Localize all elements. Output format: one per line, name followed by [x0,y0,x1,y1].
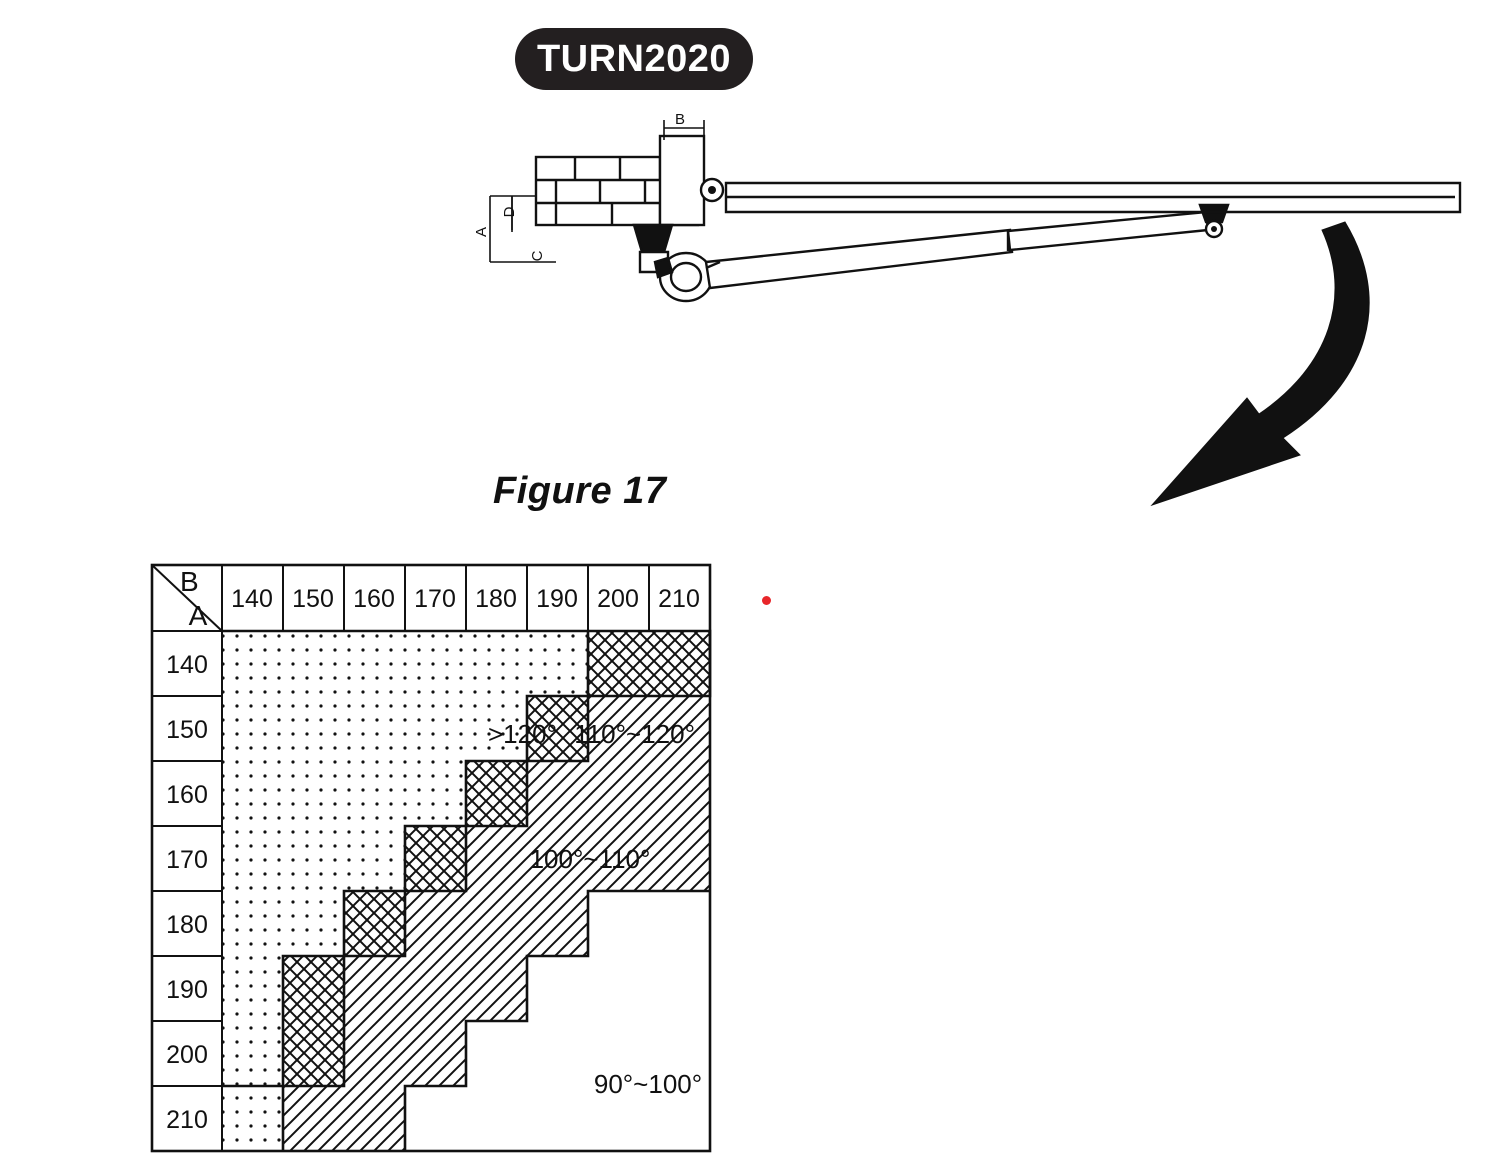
row-header: 140 [166,651,208,679]
axis-label-a: A [188,600,208,631]
red-dot-marker [762,596,771,605]
callout-d: D [501,206,518,218]
callout-b: B [674,111,686,128]
callout-c: C [529,250,546,262]
row-header: 180 [166,911,208,939]
figure-caption: Figure 17 [493,470,667,512]
zone-label-cross: 110°~120° [574,719,695,749]
row-header: 190 [166,976,208,1004]
col-header: 190 [536,585,578,613]
zone-label-blank: 90°~100° [593,1069,703,1099]
row-header: 170 [166,846,208,874]
col-header: 160 [353,585,395,613]
zone-label-diagonal: 100°~110° [529,844,651,874]
row-header: 160 [166,781,208,809]
axis-label-b: B [180,566,199,597]
col-header: 140 [231,585,273,613]
row-header: 150 [166,716,208,744]
angle-range-chart [150,563,740,1151]
zone-label-dotted: >120° [488,719,557,749]
drawing-geometry [536,136,1460,301]
callout-a: A [473,226,490,238]
curved-arrow-icon [1152,222,1369,505]
chart-svg [150,563,742,1153]
col-header: 210 [658,585,700,613]
col-header: 180 [475,585,517,613]
row-header: 200 [166,1041,208,1069]
col-header: 150 [292,585,334,613]
product-badge-label: TURN2020 [536,37,732,80]
technical-drawing [0,0,1500,540]
col-header: 170 [414,585,456,613]
row-header: 210 [166,1106,208,1134]
drawing-svg [0,0,1500,540]
col-header: 200 [597,585,639,613]
